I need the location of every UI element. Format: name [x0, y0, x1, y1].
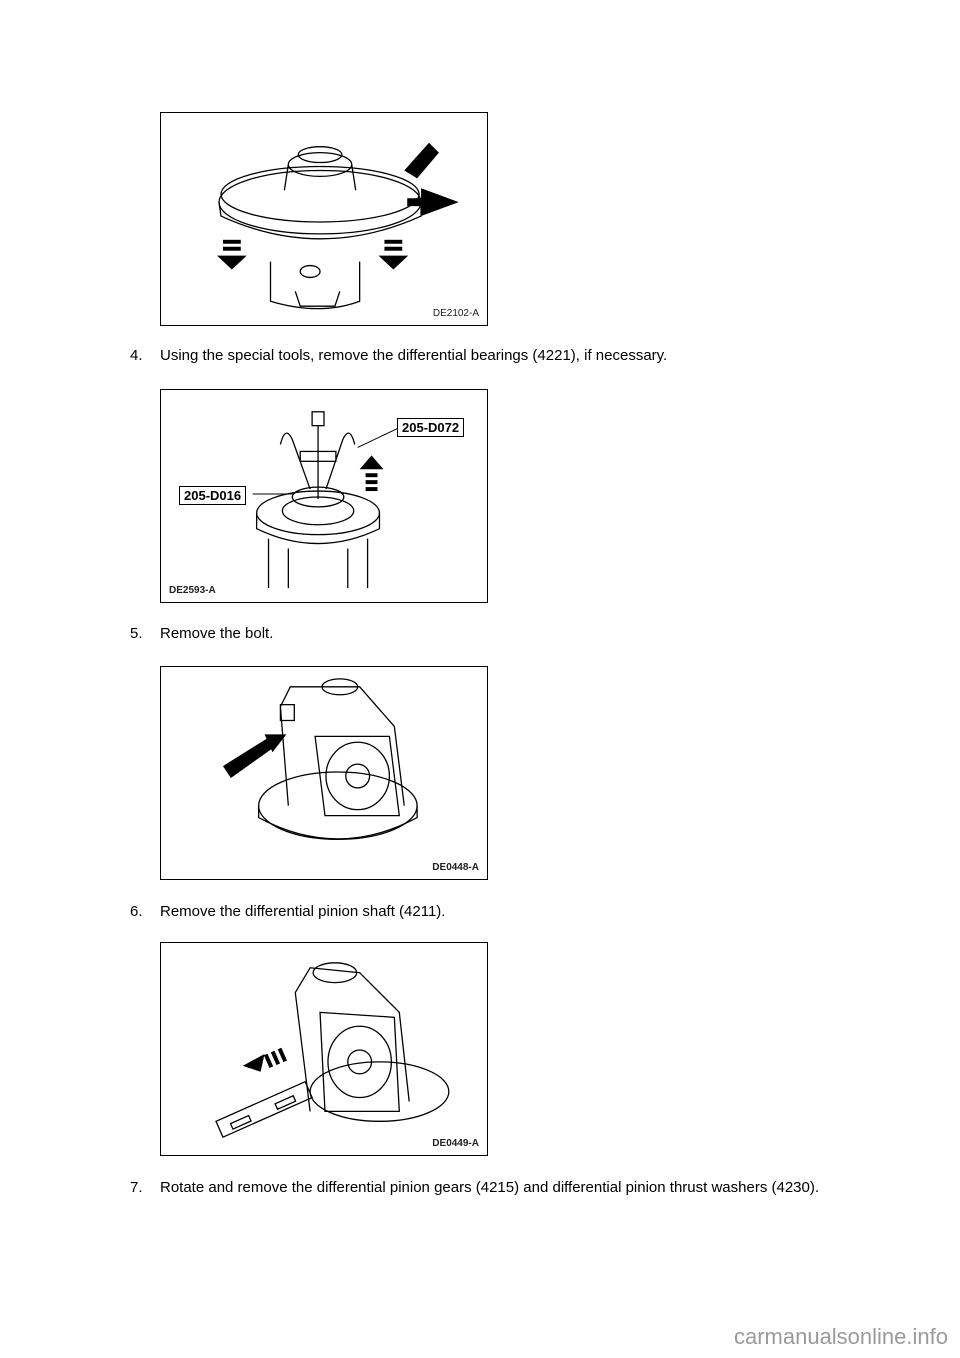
figure-code: DE0448-A	[432, 862, 479, 873]
step-text: Remove the differential pinion shaft (4211).	[160, 903, 446, 920]
callout-tool-205-D016: 205-D016	[179, 486, 246, 505]
step-number: 4.	[130, 347, 143, 364]
callout-tool-205-D072: 205-D072	[397, 418, 464, 437]
step-number: 5.	[130, 625, 143, 642]
step-text: Rotate and remove the differential pinion gears (4215) and differential pinion thrust washers (4230).	[160, 1179, 820, 1196]
watermark-text: carmanualsonline.info	[733, 1324, 948, 1349]
figure-code: DE2102-A	[432, 308, 479, 319]
step-text: Remove the bolt.	[160, 625, 274, 642]
step-number: 6.	[130, 903, 143, 920]
figure-bearing-puller	[160, 389, 488, 603]
differential-case-illustration	[161, 667, 487, 879]
figure-differential-case-ring-gear	[160, 112, 488, 326]
pinion-shaft-illustration	[161, 943, 487, 1155]
figure-code: DE0449-A	[432, 1138, 479, 1149]
figure-pinion-shaft-removal	[160, 942, 488, 1156]
figure-code: DE2593-A	[169, 585, 216, 596]
differential-ring-gear-illustration	[161, 113, 487, 325]
step-number: 7.	[130, 1179, 143, 1196]
step-text: Using the special tools, remove the differential bearings (4221), if necessary.	[160, 347, 668, 364]
figure-differential-case-bolt	[160, 666, 488, 880]
